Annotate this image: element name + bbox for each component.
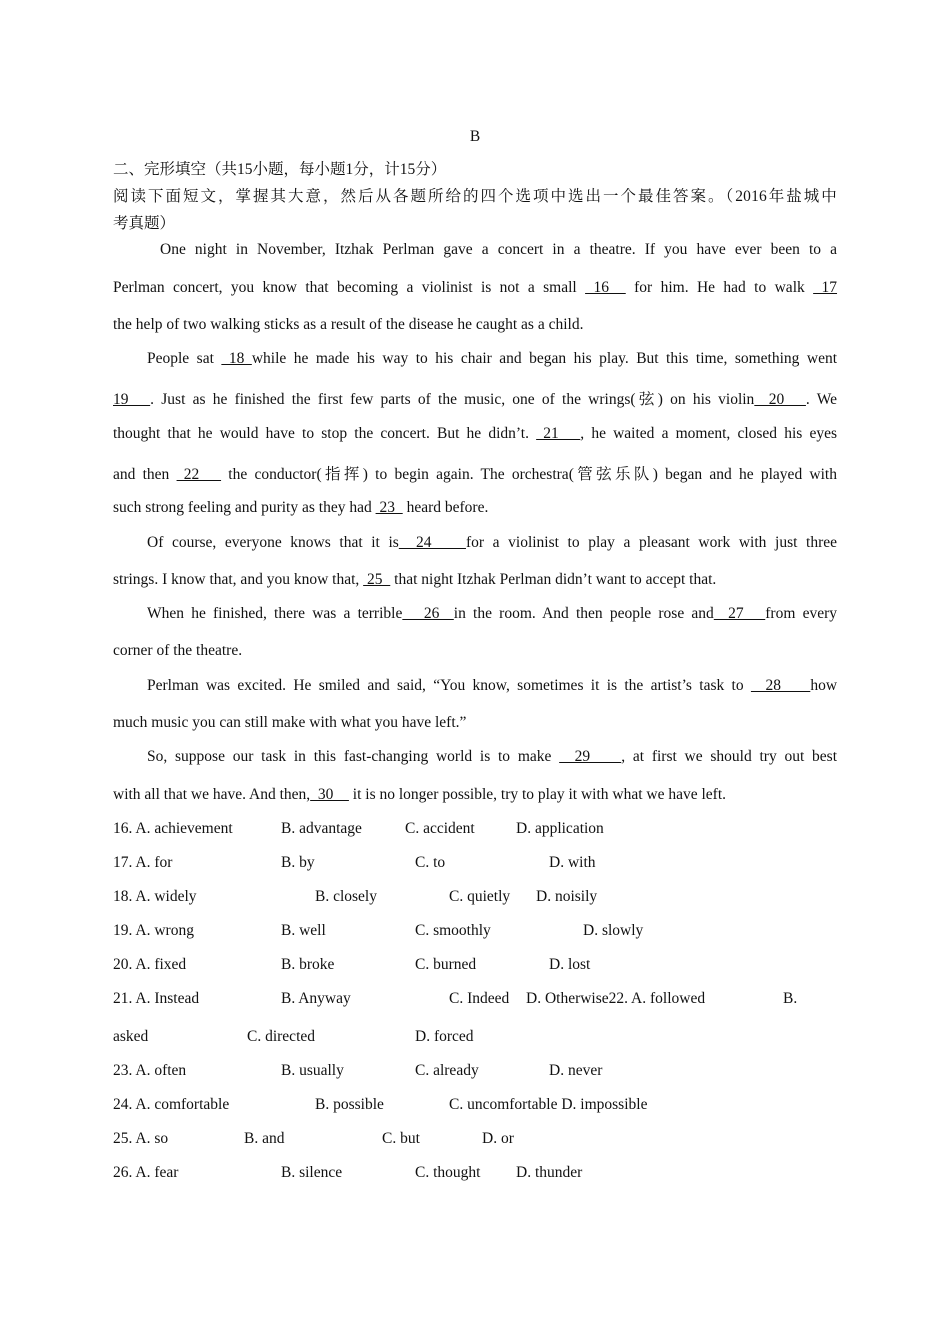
question-22-option-c: C. directed [247,1028,316,1045]
blank-16: 16 [585,279,626,296]
question-19-option-b: B. well [281,922,326,939]
question-26-option-c: C. thought [415,1164,481,1181]
blank-29: 29 [559,748,622,765]
blank-23: 23 [375,499,403,516]
question-26-option-d: D. thunder [516,1164,583,1181]
passage-line: People sat 18 while he made his way to his chair and began his play. But this time, something went [147,350,838,367]
blank-21: 21 [536,425,581,442]
question-16-option-b: B. advantage [281,820,362,837]
question-16-option-c: C. accident [405,820,475,837]
instruction-line-2: 考真题） [113,215,176,232]
passage-line: such strong feeling and purity as they had 23 heard before. [113,499,489,516]
passage-line: much music you can still make with what you have left.” [113,714,467,731]
question-24-option-a: 24. A. comfortable [113,1096,230,1113]
question-25-option-c: C. but [382,1130,420,1147]
question-25-option-d: D. or [482,1130,514,1147]
question-21-option-a: 21. A. Instead [113,990,200,1007]
passage-line: with all that we have. And then, 30 it is no longer possible, try to play it with what we have left. [113,786,727,803]
question-19-option-c: C. smoothly [415,922,491,939]
blank-25: 25 [363,571,391,588]
blank-17: 17 [813,279,838,296]
question-20-option-b: B. broke [281,956,335,973]
passage-line: 19 . Just as he finished the first few parts of the music, one of the wrings(弦) on his violin 20 . We [113,391,838,408]
question-23-option-a: 23. A. often [113,1062,187,1079]
instruction-line-1: 阅读下面短文，掌握其大意，然后从各题所给的四个选项中选出一个最佳答案。（2016年盐城中 [113,188,837,205]
question-18-option-c: C. quietly [449,888,511,905]
passage-line: strings. I know that, and you know that, 25 that night Itzhak Perlman didn’t want to accept that. [113,571,717,588]
question-16-option-a: 16. A. achievement [113,820,233,837]
question-18-option-a: 18. A. widely [113,888,197,905]
question-20-option-d: D. lost [549,956,591,973]
question-17-option-d: D. with [549,854,596,871]
question-24-option-b: B. possible [315,1096,384,1113]
question-16-option-d: D. application [516,820,604,837]
passage-line: One night in November, Itzhak Perlman gave a concert in a theatre. If you have ever been to a [160,241,837,258]
question-19-option-a: 19. A. wrong [113,922,194,939]
blank-20: 20 [754,391,806,408]
blank-24: 24 [398,534,466,551]
question-18-option-b: B. closely [315,888,377,905]
question-17-option-b: B. by [281,854,315,871]
question-22-option-b: asked [113,1028,149,1045]
question-22-option-d: D. forced [415,1028,474,1045]
question-23-option-c: C. already [415,1062,479,1079]
question-22-option-b-letter: B. [783,990,798,1007]
question-17-option-c: C. to [415,854,446,871]
blank-22: 22 [176,466,222,483]
passage-line: Of course, everyone knows that it is 24 for a violinist to play a pleasant work with just three [147,534,838,551]
question-26-option-a: 26. A. fear [113,1164,179,1181]
question-21-option-c: C. Indeed [449,990,510,1007]
blank-26: 26 [402,605,454,622]
passage-line: Perlman was excited. He smiled and said, “You know, sometimes it is the artist’s task to 28 how [147,677,838,694]
passage-line: the help of two walking sticks as a result of the disease he caught as a child. [113,316,584,333]
question-20-option-a: 20. A. fixed [113,956,187,973]
blank-30: 30 [310,786,349,803]
passage-line: So, suppose our task in this fast-changing world is to make 29 , at first we should try out best [147,748,838,765]
blank-27: 27 [713,605,766,622]
question-26-option-b: B. silence [281,1164,343,1181]
question-21-option-b: B. Anyway [281,990,351,1007]
question-19-option-d: D. slowly [583,922,644,939]
question-17-option-a: 17. A. for [113,854,173,871]
passage-line: and then 22 the conductor(指挥) to begin again. The orchestra(管弦乐队) began and he played with [113,466,837,483]
passage-line: thought that he would have to stop the concert. But he didn’t. 21 , he waited a moment, closed his eyes [113,425,838,442]
section-heading: 二、完形填空（共15小题，每小题1分，计15分） [113,161,447,178]
question-24-option-c: C. uncomfortable D. impossible [449,1096,648,1113]
passage-line: Perlman concert, you know that becoming a violinist is not a small 16 for him. He had to walk 17 [113,279,838,296]
blank-28: 28 [750,677,811,694]
question-23-option-b: B. usually [281,1062,344,1079]
question-21-option-d: D. Otherwise22. A. followed [526,990,706,1007]
question-18-option-d: D. noisily [536,888,598,905]
question-23-option-d: D. never [549,1062,603,1079]
blank-19: 19 [113,391,151,408]
section-letter: B [469,128,481,145]
question-25-option-b: B. and [244,1130,285,1147]
passage-line: When he finished, there was a terrible 26 in the room. And then people rose and 27 from every [147,605,837,622]
blank-18: 18 [221,350,252,367]
question-20-option-c: C. burned [415,956,477,973]
passage-line: corner of the theatre. [113,642,243,659]
question-25-option-a: 25. A. so [113,1130,169,1147]
